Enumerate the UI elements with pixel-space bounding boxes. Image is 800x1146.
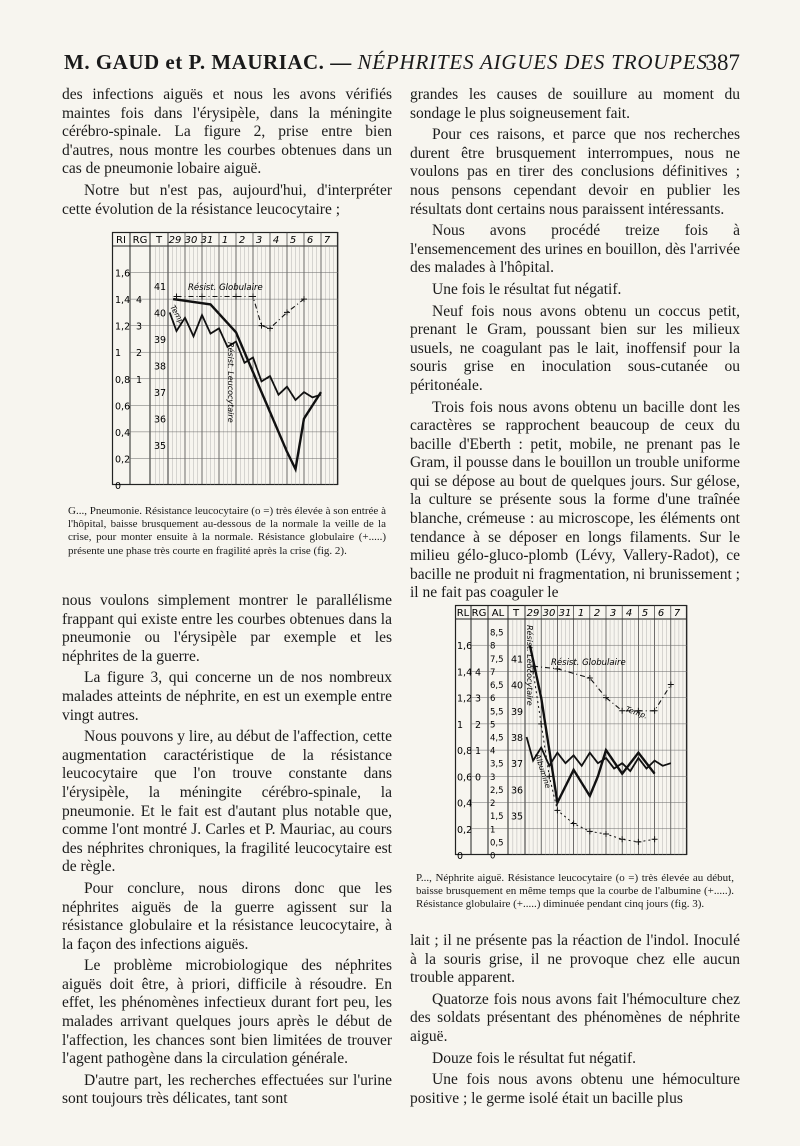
paragraph: Le problème microbiologique des néphrites aiguës doit être, à priori, difficile à résoudre. En effet, les phénomènes infectieux durant fort peu, les malades arrivant quelques jours après le début de l'affection, les chances sont bien limitées de trouver l'agent pathogène dans la circulation générale. xyxy=(62,957,392,1068)
column-2-bottom xyxy=(410,932,740,1111)
al-tick: 5,5 xyxy=(490,707,504,718)
al-tick: 6 xyxy=(490,694,496,705)
rg-tick: 3 xyxy=(136,321,143,333)
column-header: 2 xyxy=(593,608,601,619)
ri-tick: 0,2 xyxy=(115,454,131,466)
data-point-cross xyxy=(554,807,560,813)
t-tick: 40 xyxy=(511,680,524,692)
t-tick: 41 xyxy=(511,654,524,666)
al-tick: 1,5 xyxy=(490,812,504,823)
al-tick: 2 xyxy=(490,799,496,810)
series-r-sist-leucocytaire xyxy=(173,299,321,469)
ri-tick: 0,4 xyxy=(115,427,131,439)
rg-tick: 1 xyxy=(475,746,482,758)
column-header: 29 xyxy=(526,608,540,619)
data-point-cross xyxy=(652,708,658,714)
al-tick: 0 xyxy=(490,851,496,862)
al-tick: 4,5 xyxy=(490,733,504,744)
ri-tick: 1,2 xyxy=(457,693,473,705)
column-header: 4 xyxy=(625,608,633,619)
column-header: 5 xyxy=(641,608,649,619)
al-tick: 4 xyxy=(490,746,496,757)
running-header xyxy=(64,44,740,78)
paragraph: grandes les causes de souillure au moment du sondage le plus soigneusement fait. xyxy=(410,86,740,122)
column-header: 5 xyxy=(289,235,297,246)
paragraph: nous voulons simplement montrer le parallélisme frappant qui existe entre les courbes obtenues dans la pneumonie ou l'érysipèle par exemple et les néphrites de la guerre. xyxy=(62,592,392,665)
label-resist-leucocytaire: Résist. Leucocytaire xyxy=(525,625,534,706)
ri-tick: 1,6 xyxy=(115,268,131,280)
t-tick: 35 xyxy=(511,811,524,823)
paragraph: Quatorze fois nous avons fait l'hémoculture chez des soldats présentant des phénomènes de néphrite aiguë. xyxy=(410,990,740,1045)
column-header: 3 xyxy=(609,608,617,619)
column-header: 1 xyxy=(221,235,229,246)
label-temp: Temp. xyxy=(624,704,649,721)
rg-tick: 3 xyxy=(475,693,482,705)
column-header: 3 xyxy=(255,235,263,246)
column-header: RG xyxy=(132,235,148,246)
al-tick: 6,5 xyxy=(490,681,504,692)
paragraph: des infections aiguës et nous les avons vérifiés maintes fois dans l'érysipèle, dans la méningite cérébro-spinale. La figure 2, prise entre bien d'autres, nous montre les courbes obtenues dans un cas de pneumonie lobaire aiguë. xyxy=(62,86,392,178)
column-header: 1 xyxy=(577,608,585,619)
al-tick: 5 xyxy=(490,720,496,731)
label-resist-leucocytaire: Résist. Leucocytaire xyxy=(226,342,235,423)
column-header: 6 xyxy=(657,608,665,619)
paragraph: Neuf fois nous avons obtenu un coccus petit, prenant le Gram, poussant bien sur les milieux usuels, ne coagulant pas le lait, inoffensif pour la souris grise en inoculation sous-cutanée ou péritonéale. xyxy=(410,302,740,394)
ri-tick: 0,6 xyxy=(115,401,131,413)
label-resist-globulaire: Résist. Globulaire xyxy=(188,283,263,293)
ri-tick: 1,2 xyxy=(115,321,131,333)
column-header: AL xyxy=(491,608,505,619)
paragraph: Une fois nous avons obtenu une hémoculture positive ; le germe isolé était un bacille plus xyxy=(410,1071,740,1107)
figure-3-chart xyxy=(455,605,687,862)
ri-tick: 1,6 xyxy=(457,641,473,653)
data-point-cross xyxy=(652,836,658,842)
column-header: 4 xyxy=(272,235,280,246)
ri-tick: 1,4 xyxy=(115,295,131,307)
ri-tick: 0,4 xyxy=(457,798,473,810)
ri-tick: 0,8 xyxy=(115,374,131,386)
paragraph: Nous pouvons y lire, au début de l'affection, cette augmentation caractéristique de la résistance leucocytaire que l'on trouve constante dans l'érysipèle, la méningite cérébro-spinale, la pneumonie. Et le fait est d'autant plus notable que, comme l'ont montré J. Carles et P. Mauriac, au cours des néphrites chroniques, la fragilité leucocytaire est de règle. xyxy=(62,728,392,876)
header-authors: M. GAUD et P. MAURIAC. xyxy=(64,50,325,74)
column-header: RL xyxy=(456,608,470,619)
t-tick: 40 xyxy=(154,308,167,320)
paragraph: La figure 3, qui concerne un de nos nombreux malades atteints de néphrite, en est un exemple entre vingt autres. xyxy=(62,669,392,724)
t-tick: 41 xyxy=(154,281,167,293)
data-point-cross xyxy=(267,325,273,331)
ri-tick: 1,4 xyxy=(457,667,473,679)
header-title: NÉPHRITES AIGUES DES TROUPES xyxy=(357,50,708,74)
paragraph: Nous avons procédé treize fois à l'ensemencement des urines en bouillon, dès l'arrivée des malades à l'hôpital. xyxy=(410,222,740,277)
figure-3-caption: P..., Néphrite aiguë. Résistance leucocytaire (o =) très élevée au début, baisse brusquement en même temps que la courbe de l'albumine (+.....). Résistance globulaire (+.....) diminuée pendant cinq jours (fig. 3). xyxy=(416,872,734,911)
data-point-cross xyxy=(199,293,205,299)
t-tick: 38 xyxy=(511,733,524,744)
column-header: 7 xyxy=(323,235,331,246)
data-point-cross xyxy=(619,836,625,842)
column-header: RI xyxy=(116,235,126,246)
ri-tick: 0 xyxy=(115,481,122,492)
al-tick: 2,5 xyxy=(490,785,504,796)
label-temp: Temp. xyxy=(168,303,188,328)
al-tick: 0,5 xyxy=(490,838,504,849)
t-tick: 37 xyxy=(511,759,524,771)
t-tick: 36 xyxy=(154,414,167,426)
al-tick: 3,5 xyxy=(490,759,504,770)
figure-2-chart xyxy=(112,232,338,492)
data-point-cross xyxy=(635,839,641,845)
ri-tick: 0,6 xyxy=(457,772,473,784)
column-header: 31 xyxy=(558,608,572,619)
column-header: 7 xyxy=(673,608,681,619)
column-header: 30 xyxy=(184,235,198,246)
t-tick: 38 xyxy=(154,361,167,373)
column-1-bottom xyxy=(62,592,392,1112)
column-header: 31 xyxy=(200,235,214,246)
column-header: T xyxy=(512,608,520,619)
paragraph: Pour ces raisons, et parce que nos recherches durent être brusquement interrompues, nous ne voulons pas en tirer des conclusions définitives ; nous pensons cependant devoir en publier les résultats dont certains nous paraissent intéressants. xyxy=(410,126,740,218)
page-number: 387 xyxy=(705,50,740,75)
rg-tick: 2 xyxy=(475,719,482,731)
header-dash: — xyxy=(330,50,352,74)
data-point-cross xyxy=(259,323,265,329)
column-2-top xyxy=(410,86,740,606)
paragraph: Pour conclure, nous dirons donc que les néphrites aiguës de la guerre agissent sur la résistance globulaire et la résistance leucocytaire, à la façon des infections aiguës. xyxy=(62,879,392,953)
header-left xyxy=(64,50,708,75)
rg-tick: 0 xyxy=(475,772,482,784)
column-header: 6 xyxy=(306,235,314,246)
paragraph: lait ; il ne présente pas la réaction de l'indol. Inoculé à la souris grise, il ne provoque chez elle aucun trouble apparent. xyxy=(410,932,740,987)
t-tick: 35 xyxy=(154,441,167,453)
paragraph: Douze fois le résultat fut négatif. xyxy=(432,1049,637,1067)
data-point-cross xyxy=(571,821,577,827)
al-tick: 7,5 xyxy=(490,654,504,665)
column-header: 2 xyxy=(238,235,246,246)
al-tick: 3 xyxy=(490,772,496,783)
data-point-cross xyxy=(250,293,256,299)
label-resist-globulaire: Résist. Globulaire xyxy=(551,658,626,668)
column-1-top xyxy=(62,86,392,222)
rg-tick: 4 xyxy=(136,295,143,307)
al-tick: 8 xyxy=(490,641,496,652)
data-point-cross xyxy=(587,828,593,834)
column-header: 29 xyxy=(168,235,182,246)
column-header: T xyxy=(155,235,163,246)
al-tick: 1 xyxy=(490,825,496,836)
ri-tick: 0 xyxy=(457,851,464,862)
paragraph: Une fois le résultat fut négatif. xyxy=(432,280,622,298)
paragraph: Notre but n'est pas, aujourd'hui, d'interpréter cette évolution de la résistance leucocytaire ; xyxy=(62,181,392,218)
t-tick: 37 xyxy=(154,388,167,400)
al-tick: 7 xyxy=(490,667,496,678)
t-tick: 39 xyxy=(511,706,524,718)
data-point-cross xyxy=(233,293,239,299)
al-tick: 8,5 xyxy=(490,628,504,639)
ri-tick: 0,8 xyxy=(457,746,473,758)
rg-tick: 1 xyxy=(136,374,143,386)
figure-2-caption: G..., Pneumonie. Résistance leucocytaire (o =) très élevée à son entrée à l'hôpital, baisse brusquement au-dessous de la normale la veille de la crise, pour monter ensuite à la normale. Résistance globulaire (+.....) présente une phase très courte en fragilité après la crise (fig. 2). xyxy=(68,505,386,557)
column-header: RG xyxy=(471,608,487,619)
data-point-cross xyxy=(603,831,609,837)
ri-tick: 1 xyxy=(457,719,464,731)
ri-tick: 0,2 xyxy=(457,824,473,836)
label-albumine: Albumine xyxy=(533,752,553,790)
paragraph: Trois fois nous avons obtenu un bacille dont les caractères se rapprochent beaucoup de ceux du bacille d'Eberth : petit, mobile, ne prenant pas le Gram, il pousse dans le bouillon un trouble uniforme qui se dépose au bout de quelques jours. Sur gélose, la culture se présente sous la forme d'une traînée blanche, crémeuse : au microscope, les éléments ont tendance à se déposer en longs filaments. Sur le milieu gélo-gluco-plomb (Lévy, Vallery-Radot), ce bacille ne produit ni fragmentation, ni brunissement ; il ne fait pas coaguler le xyxy=(410,398,740,602)
rg-tick: 4 xyxy=(475,667,482,679)
t-tick: 36 xyxy=(511,785,524,797)
data-point-cross xyxy=(538,721,544,727)
t-tick: 39 xyxy=(154,334,167,346)
column-header: 30 xyxy=(542,608,556,619)
data-point-cross xyxy=(668,682,674,688)
rg-tick: 2 xyxy=(136,348,143,360)
ri-tick: 1 xyxy=(115,348,122,360)
paragraph: D'autre part, les recherches effectuées sur l'urine sont toujours très délicates, tant sont xyxy=(62,1071,392,1108)
